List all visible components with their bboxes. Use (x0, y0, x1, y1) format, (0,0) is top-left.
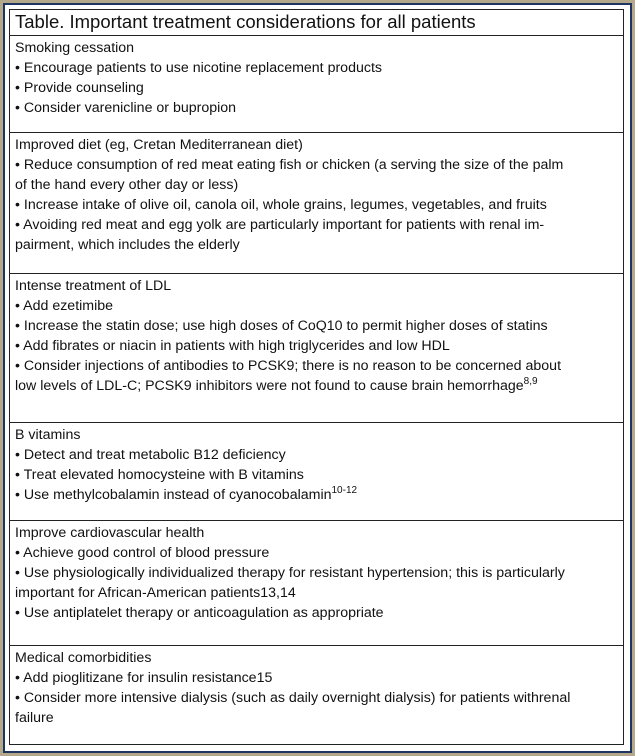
section-medical-comorbidities (10, 646, 623, 728)
list-item: • Provide counseling (15, 78, 618, 98)
list-item-continuation (15, 376, 618, 396)
list-item: • Reduce consumption of red meat eating fish or chicken (a serving the size of the palm (15, 155, 618, 175)
list-item: • Achieve good control of blood pressure (15, 543, 618, 563)
section-heading: B vitamins (15, 427, 81, 443)
list-item: • Consider injections of antibodies to PCSK9; there is no reason to be concerned about (15, 356, 618, 376)
list-item: • Add fibrates or niacin in patients with high triglycerides and low HDL (15, 336, 618, 356)
list-item: • Detect and treat metabolic B12 deficiency (15, 445, 618, 465)
list-item: • Consider varenicline or bupropion (15, 98, 618, 118)
list-item: • Add pioglitizane for insulin resistance15 (15, 668, 618, 688)
table-frame (3, 3, 632, 753)
list-item-continuation: failure (15, 710, 54, 726)
list-item: • Increase the statin dose; use high doses of CoQ10 to permit higher doses of statins (15, 316, 618, 336)
section-smoking-cessation (10, 36, 623, 133)
section-cardiovascular-health (10, 521, 623, 646)
reference: 8,9 (523, 376, 538, 387)
list-item-continuation: important for African-American patients13,14 (15, 585, 296, 601)
item-text: Use methylcobalamin instead of cyanocobalamin (23, 487, 332, 503)
section-b-vitamins (10, 423, 623, 521)
item-text: low levels of LDL-C; PCSK9 inhibitors were not found to cause brain hemorrhage (15, 378, 524, 394)
reference: 10-12 (331, 485, 358, 496)
section-improved-diet (10, 133, 623, 274)
section-heading: Medical comorbidities (15, 650, 152, 666)
list-item: • Consider more intensive dialysis (such as daily overnight dialysis) for patients withrenal (15, 688, 618, 708)
list-item: • Use antiplatelet therapy or anticoagulation as appropriate (15, 603, 618, 623)
list-item (15, 485, 618, 505)
list-item-continuation: of the hand every other day or less) (15, 177, 239, 193)
section-heading: Intense treatment of LDL (15, 278, 172, 294)
treatment-table (9, 9, 624, 745)
list-item: • Avoiding red meat and egg yolk are particularly important for patients with renal im- (15, 215, 618, 235)
table-title: Table. Important treatment considerations for all patients (10, 10, 623, 36)
section-heading: Improved diet (eg, Cretan Mediterranean diet) (15, 137, 303, 153)
list-item: • Encourage patients to use nicotine replacement products (15, 58, 618, 78)
section-ldl (10, 274, 623, 423)
section-heading: Smoking cessation (15, 40, 135, 56)
list-item: • Increase intake of olive oil, canola oil, whole grains, legumes, vegetables, and fruits (15, 195, 618, 215)
list-item: • Add ezetimibe (15, 296, 618, 316)
list-item: • Treat elevated homocysteine with B vitamins (15, 465, 618, 485)
section-heading: Improve cardiovascular health (15, 525, 205, 541)
list-item: • Use physiologically individualized therapy for resistant hypertension; this is particularly (15, 563, 618, 583)
list-item-continuation: pairment, which includes the elderly (15, 237, 240, 253)
